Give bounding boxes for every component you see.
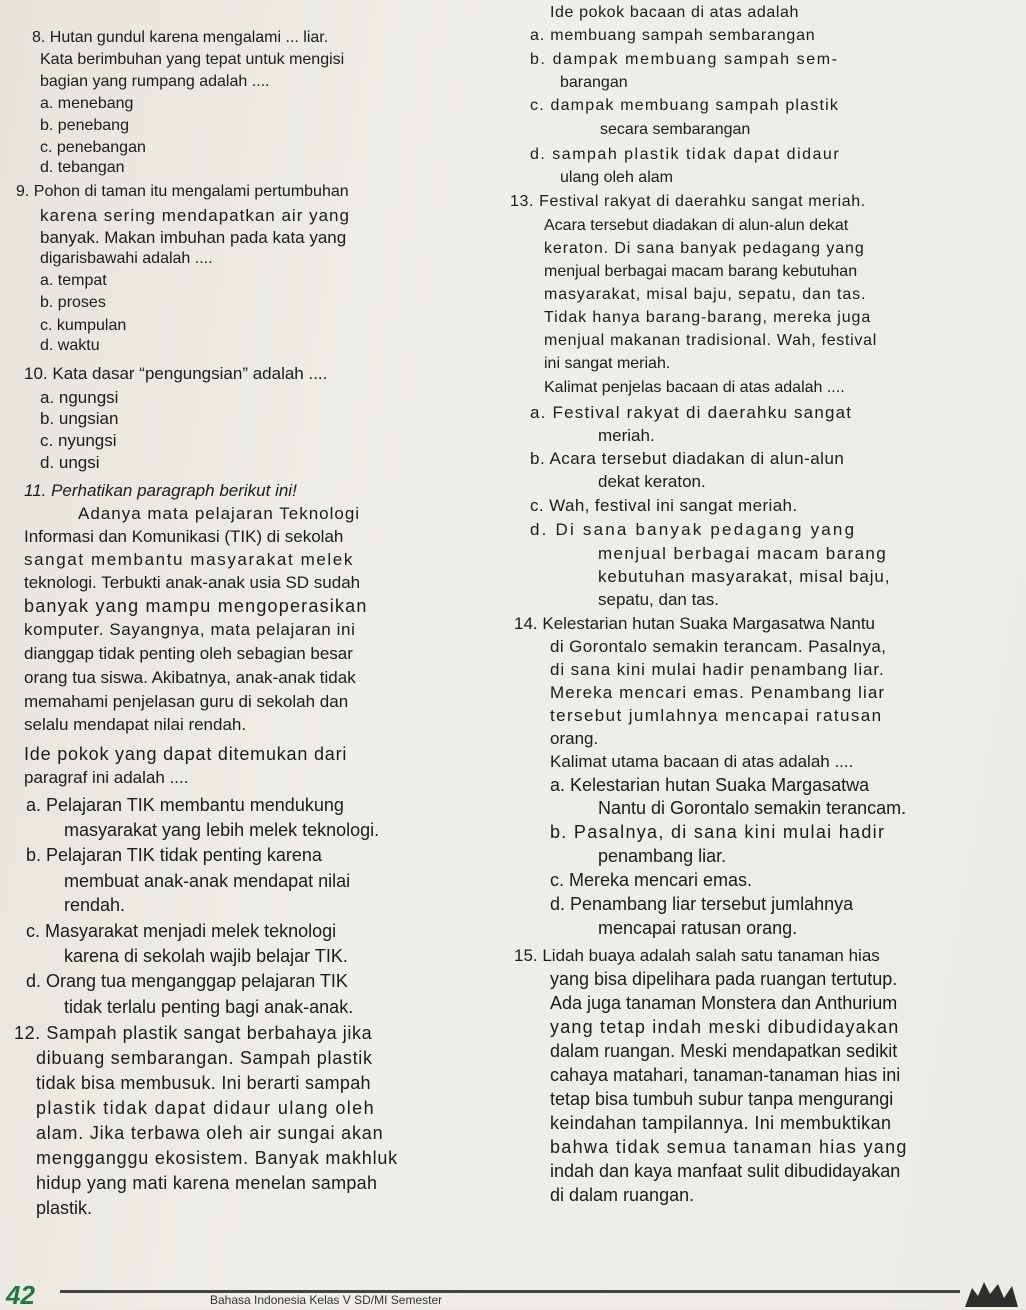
- q15-line: dalam ruangan. Meski mendapatkan sedikit: [550, 1041, 898, 1061]
- q10-option-d: d. ungsi: [40, 453, 100, 472]
- q13-line: menjual makanan tradisional. Wah, festival: [544, 332, 877, 349]
- q12-line: hidup yang mati karena menelan sampah: [36, 1173, 378, 1193]
- q13-question: Kalimat penjelas bacaan di atas adalah ....: [544, 379, 845, 396]
- q8-option-a: a. menebang: [40, 95, 134, 112]
- q11-option-b-cont: rendah.: [64, 895, 126, 915]
- q11-option-b: b. Pelajaran TIK tidak penting karena: [26, 845, 322, 865]
- q11-paragraph-line: sangat membantu masyarakat melek: [24, 550, 354, 569]
- q15-line: tetap bisa tumbuh subur tanpa mengurangi: [550, 1089, 894, 1109]
- q11-paragraph-line: banyak yang mampu mengoperasikan: [24, 596, 368, 616]
- q13-line: 13. Festival rakyat di daerahku sangat meriah.: [510, 193, 866, 210]
- q11-option-c-cont: karena di sekolah wajib belajar TIK.: [64, 946, 348, 966]
- q12-option-d-cont: ulang oleh alam: [560, 169, 673, 186]
- q12-option-b: b. dampak membuang sampah sem-: [530, 51, 839, 68]
- q9-option-d: d. waktu: [40, 337, 100, 354]
- q14-option-d-cont: mencapai ratusan orang.: [598, 918, 798, 938]
- q13-option-b: b. Acara tersebut diadakan di alun-alun: [530, 449, 845, 468]
- footer-divider: [60, 1290, 960, 1293]
- q10-option-c: c. nyungsi: [40, 431, 117, 450]
- q9-line: karena sering mendapatkan air yang: [40, 206, 350, 225]
- q12-option-a: a. membuang sampah sembarangan: [530, 27, 816, 44]
- q13-line: masyarakat, misal baju, sepatu, dan tas.: [544, 286, 867, 303]
- q14-line: di Gorontalo semakin terancam. Pasalnya,: [550, 637, 887, 656]
- q13-line: keraton. Di sana banyak pedagang yang: [544, 240, 865, 257]
- q12-line: plastik.: [36, 1198, 93, 1218]
- q15-line: Ada juga tanaman Monstera dan Anthurium: [550, 993, 898, 1013]
- q14-line: 14. Kelestarian hutan Suaka Margasatwa Nantu: [514, 614, 876, 633]
- q15-line: keindahan tampilannya. Ini membuktikan: [550, 1113, 892, 1133]
- q12-line: alam. Jika terbawa oleh air sungai akan: [36, 1123, 384, 1143]
- q11-paragraph-line: selalu mendapat nilai rendah.: [24, 715, 247, 734]
- q9-option-a: a. tempat: [40, 272, 107, 289]
- q13-line: Tidak hanya barang-barang, mereka juga: [544, 309, 872, 326]
- q14-option-c: c. Mereka mencari emas.: [550, 870, 753, 890]
- q15-line: indah dan kaya manfaat sulit dibudidayakan: [550, 1161, 901, 1181]
- q11-paragraph-line: teknologi. Terbukti anak-anak usia SD sudah: [24, 573, 361, 592]
- q8-line: 8. Hutan gundul karena mengalami ... liar.: [32, 29, 329, 46]
- q11-paragraph-line: orang tua siswa. Akibatnya, anak-anak tidak: [24, 668, 356, 687]
- q11-question: Ide pokok yang dapat ditemukan dari: [24, 744, 348, 764]
- q13-option-d-cont: menjual berbagai macam barang: [598, 544, 888, 563]
- q12-line: plastik tidak dapat didaur ulang oleh: [36, 1098, 375, 1118]
- q10-line: 10. Kata dasar “pengungsian” adalah ....: [24, 364, 328, 383]
- q9-line: digarisbawahi adalah ....: [40, 250, 213, 267]
- q13-option-a: a. Festival rakyat di daerahku sangat: [530, 403, 853, 422]
- q8-option-b: b. penebang: [40, 117, 129, 134]
- book-title: Bahasa Indonesia Kelas V SD/MI Semester: [210, 1293, 443, 1307]
- q10-option-a: a. ngungsi: [40, 388, 119, 407]
- q11-question: paragraf ini adalah ....: [24, 768, 189, 787]
- q15-line: di dalam ruangan.: [550, 1185, 695, 1205]
- q11-option-c: c. Masyarakat menjadi melek teknologi: [26, 921, 337, 941]
- q9-option-c: c. kumpulan: [40, 317, 127, 334]
- q14-option-a: a. Kelestarian hutan Suaka Margasatwa: [550, 775, 870, 795]
- q12-option-d: d. sampah plastik tidak dapat didaur: [530, 146, 841, 163]
- q12-line: mengganggu ekosistem. Banyak makhluk: [36, 1148, 398, 1168]
- q11-paragraph-line: Adanya mata pelajaran Teknologi: [78, 504, 361, 523]
- q14-line: Mereka mencari emas. Penambang liar: [550, 683, 886, 702]
- q14-line: di sana kini mulai hadir penambang liar.: [550, 660, 885, 679]
- q12-line: tidak bisa membusuk. Ini berarti sampah: [36, 1073, 371, 1093]
- q11-paragraph-line: Informasi dan Komunikasi (TIK) di sekolah: [24, 527, 344, 546]
- q13-option-c: c. Wah, festival ini sangat meriah.: [530, 496, 798, 515]
- q11-paragraph-line: memahami penjelasan guru di sekolah dan: [24, 692, 349, 711]
- q9-line: banyak. Makan imbuhan pada kata yang: [40, 228, 347, 247]
- q9-option-b: b. proses: [40, 294, 106, 311]
- q13-line: ini sangat meriah.: [544, 355, 671, 372]
- q14-option-b: b. Pasalnya, di sana kini mulai hadir: [550, 822, 886, 842]
- q14-option-d: d. Penambang liar tersebut jumlahnya: [550, 894, 854, 914]
- q10-option-b: b. ungsian: [40, 409, 119, 428]
- q15-line: cahaya matahari, tanaman-tanaman hias ini: [550, 1065, 901, 1085]
- q9-line: 9. Pohon di taman itu mengalami pertumbuhan: [16, 183, 349, 200]
- q13-option-d: d. Di sana banyak pedagang yang: [530, 520, 857, 539]
- q11-option-a: a. Pelajaran TIK membantu mendukung: [26, 795, 344, 815]
- q13-option-a-cont: meriah.: [598, 426, 655, 445]
- q15-line: yang tetap indah meski dibudidayakan: [550, 1017, 900, 1037]
- q14-line: orang.: [550, 729, 599, 748]
- q13-option-d-cont: kebutuhan masyarakat, misal baju,: [598, 567, 891, 586]
- page-footer: [0, 1280, 1026, 1310]
- q15-line: 15. Lidah buaya adalah salah satu tanaman hias: [514, 946, 880, 965]
- q8-line: bagian yang rumpang adalah ....: [40, 73, 270, 90]
- q15-line: yang bisa dipelihara pada ruangan tertutup.: [550, 969, 898, 989]
- q13-option-d-cont: sepatu, dan tas.: [598, 590, 719, 609]
- q11-option-b-cont: membuat anak-anak mendapat nilai: [64, 871, 351, 891]
- q12-option-c: c. dampak membuang sampah plastik: [530, 97, 840, 114]
- q12-option-b-cont: barangan: [560, 74, 628, 91]
- q14-question: Kalimat utama bacaan di atas adalah ....: [550, 752, 854, 771]
- q14-option-b-cont: penambang liar.: [598, 846, 727, 866]
- q15-line: bahwa tidak semua tanaman hias yang: [550, 1137, 908, 1157]
- q13-option-b-cont: dekat keraton.: [598, 472, 706, 491]
- q8-option-d: d. tebangan: [40, 159, 125, 176]
- q11-option-a-cont: masyarakat yang lebih melek teknologi.: [64, 820, 380, 840]
- q8-line: Kata berimbuhan yang tepat untuk mengisi: [40, 51, 345, 68]
- q14-option-a-cont: Nantu di Gorontalo semakin terancam.: [598, 798, 907, 818]
- q12-line: 12. Sampah plastik sangat berbahaya jika: [14, 1023, 373, 1043]
- q11-paragraph-line: dianggap tidak penting oleh sebagian besar: [24, 644, 353, 663]
- page-number: 42: [6, 1280, 35, 1310]
- q11-title: 11. Perhatikan paragraph berikut ini!: [24, 481, 297, 500]
- q12-line: dibuang sembarangan. Sampah plastik: [36, 1048, 373, 1068]
- q13-line: Acara tersebut diadakan di alun-alun dekat: [544, 217, 849, 234]
- q12-option-c-cont: secara sembarangan: [600, 121, 751, 138]
- q11-option-d: d. Orang tua menganggap pelajaran TIK: [26, 971, 348, 991]
- q11-option-d-cont: tidak terlalu penting bagi anak-anak.: [64, 997, 354, 1017]
- q8-option-c: c. penebangan: [40, 139, 146, 156]
- q12-question: Ide pokok bacaan di atas adalah: [550, 4, 799, 21]
- q13-line: menjual berbagai macam barang kebutuhan: [544, 263, 858, 280]
- q14-line: tersebut jumlahnya mencapai ratusan: [550, 706, 883, 725]
- corner-illustration-icon: [960, 1278, 1020, 1307]
- q11-paragraph-line: komputer. Sayangnya, mata pelajaran ini: [24, 620, 356, 639]
